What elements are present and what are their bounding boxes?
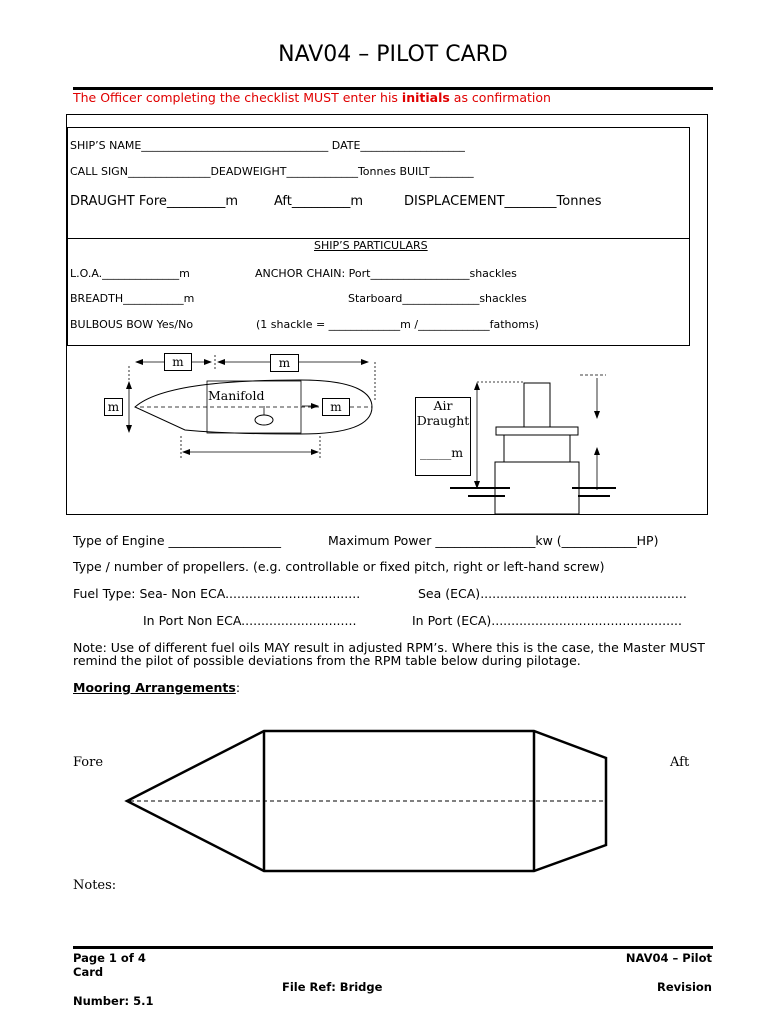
instruction-post: as confirmation: [449, 90, 551, 105]
footer-doc-id: NAV04 – Pilot: [625, 951, 712, 965]
fuel-sea-eca-field[interactable]: Sea (ECA)....................................................: [418, 586, 687, 601]
aft-label: Aft: [670, 755, 690, 770]
beam-label: m: [104, 398, 123, 416]
anchor-chain-starboard-field[interactable]: Starboard______________shackles: [348, 292, 527, 305]
fore-label: Fore: [73, 755, 104, 770]
notes-label: Notes:: [73, 878, 117, 893]
fuel-port-eca-field[interactable]: In Port (ECA)................................................: [412, 613, 682, 628]
instruction-pre: The Officer completing the checklist MUST enter his: [73, 90, 402, 105]
page-title: NAV04 – PILOT CARD: [278, 42, 508, 67]
footer-number: Number: 5.1: [73, 994, 154, 1008]
footer-file-ref: File Ref: Bridge: [282, 980, 383, 994]
stern-distance-label: m: [270, 354, 299, 372]
bulbous-bow-field[interactable]: BULBOUS BOW Yes/No: [70, 318, 194, 331]
max-power-field[interactable]: Maximum Power ________________kw (____________HP): [328, 533, 659, 548]
air-label: Air: [433, 398, 453, 413]
particulars-heading: SHIP’S PARTICULARS: [314, 239, 428, 252]
engine-type-field[interactable]: Type of Engine __________________: [73, 533, 282, 548]
call-sign-deadweight-built-field[interactable]: CALL SIGN_______________DEADWEIGHT_____________Tonnes BUILT________: [70, 165, 474, 178]
propellers-field[interactable]: Type / number of propellers. (e.g. controllable or fixed pitch, right or left-hand screw): [73, 559, 605, 574]
bow-distance-label: m: [164, 353, 192, 371]
displacement-field[interactable]: DISPLACEMENT________Tonnes: [404, 194, 602, 209]
shackle-conversion-field[interactable]: (1 shackle = _____________m /_____________fathoms): [256, 318, 539, 331]
mooring-heading-colon: :: [235, 680, 241, 695]
breadth-field[interactable]: BREADTH___________m: [70, 292, 195, 305]
footer-rule: [73, 946, 713, 949]
fuel-sea-non-eca-field[interactable]: Fuel Type: Sea- Non ECA..................................: [73, 586, 361, 601]
mooring-heading-text: Mooring Arrangements: [73, 680, 236, 695]
ship-name-date-field[interactable]: SHIP’S NAME__________________________________ DATE___________________: [70, 139, 465, 152]
manifold-offset-label: m: [322, 398, 350, 416]
note-line-2: remind the pilot of possible deviations from the RPM table below during pilotage.: [73, 653, 581, 668]
instruction-bold: initials: [401, 90, 450, 105]
footer-card: Card: [73, 965, 104, 979]
loa-field[interactable]: L.O.A.______________m: [70, 267, 190, 280]
draught-label: Draught: [416, 413, 470, 428]
footer-page-number: Page 1 of 4: [73, 951, 146, 965]
fuel-port-non-eca-field[interactable]: In Port Non ECA.............................: [143, 613, 357, 628]
anchor-chain-port-field[interactable]: ANCHOR CHAIN: Port__________________shackles: [255, 267, 517, 280]
manifold-label: Manifold: [208, 388, 265, 403]
note-line-1: Note: Use of different fuel oils MAY result in adjusted RPM’s. Where this is the case, the Master MUST: [73, 640, 705, 655]
draught-fore-field[interactable]: DRAUGHT Fore_________m: [70, 194, 239, 209]
footer-revision: Revision: [657, 980, 712, 994]
draught-aft-field[interactable]: Aft_________m: [274, 194, 364, 209]
air-draught-value-field[interactable]: _____m: [420, 445, 464, 460]
